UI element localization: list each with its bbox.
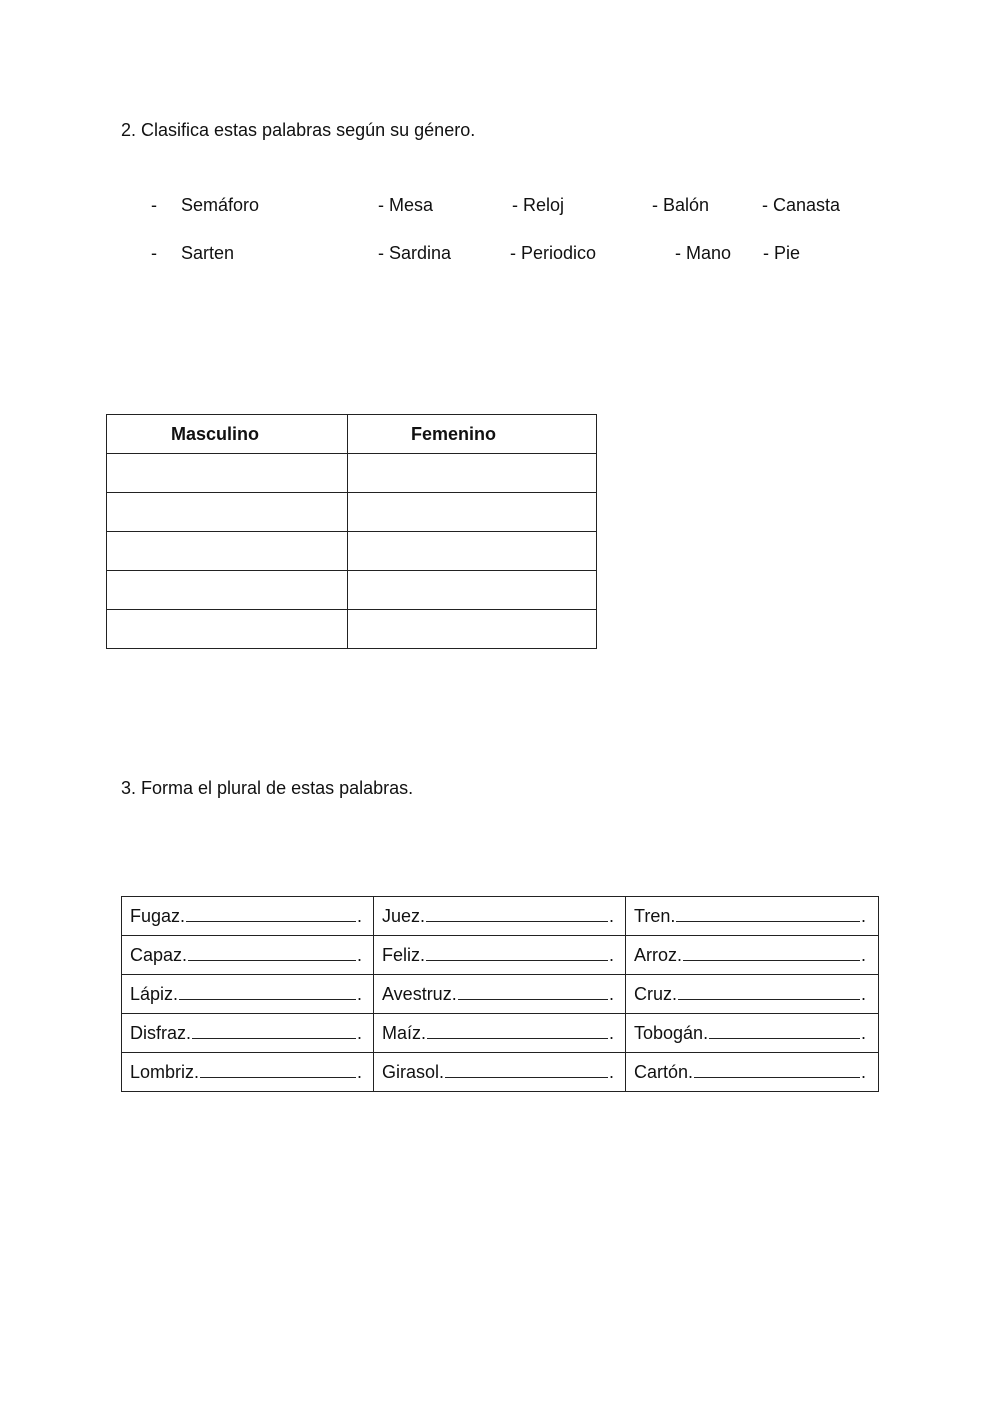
singular-word: Lombriz. xyxy=(130,1062,200,1082)
blank-end-dot: . xyxy=(608,945,614,965)
singular-word: Cartón. xyxy=(634,1062,694,1082)
singular-word: Tobogán. xyxy=(634,1023,709,1043)
word-bank-item: - Balón xyxy=(652,195,710,215)
word-bank-item: - Mesa xyxy=(378,195,434,215)
plural-answer-blank[interactable] xyxy=(709,1022,860,1039)
singular-word: Fugaz. xyxy=(130,906,186,926)
table-row xyxy=(122,1053,879,1092)
blank-end-dot: . xyxy=(860,945,866,965)
femenino-answer-cell[interactable] xyxy=(348,493,597,532)
blank-end-dot: . xyxy=(356,1062,362,1082)
table-row xyxy=(107,532,597,571)
plural-item xyxy=(634,905,866,927)
femenino-header: Femenino xyxy=(348,415,597,454)
plural-answer-blank[interactable] xyxy=(179,983,356,1000)
singular-word: Maíz. xyxy=(382,1023,427,1043)
plural-answer-blank[interactable] xyxy=(458,983,608,1000)
word-bank-item: Sarten xyxy=(181,243,235,263)
word-bank-item: - Canasta xyxy=(762,195,841,215)
blank-end-dot: . xyxy=(860,1062,866,1082)
masculino-answer-cell[interactable] xyxy=(107,571,348,610)
word-bank-item: - Periodico xyxy=(510,243,597,263)
singular-word: Avestruz. xyxy=(382,984,457,1004)
femenino-answer-cell[interactable] xyxy=(348,454,597,493)
singular-word: Girasol. xyxy=(382,1062,445,1082)
plural-cell xyxy=(626,975,879,1014)
blank-end-dot: . xyxy=(860,906,866,926)
question-2-title: 2. Clasifica estas palabras según su género. xyxy=(121,120,476,140)
blank-end-dot: . xyxy=(356,906,362,926)
plural-cell xyxy=(374,1014,626,1053)
word-bank-item: - Sardina xyxy=(378,243,452,263)
plural-item xyxy=(130,905,362,927)
plural-item xyxy=(130,944,362,966)
plural-answer-blank[interactable] xyxy=(445,1061,608,1078)
table-row xyxy=(107,571,597,610)
masculino-answer-cell[interactable] xyxy=(107,493,348,532)
singular-word: Tren. xyxy=(634,906,676,926)
table-row xyxy=(122,897,879,936)
word-bank-dash-2: - xyxy=(151,243,157,263)
plural-cell xyxy=(122,1014,374,1053)
plural-cell xyxy=(374,936,626,975)
plural-answer-blank[interactable] xyxy=(192,1022,356,1039)
blank-end-dot: . xyxy=(608,906,614,926)
masculino-answer-cell[interactable] xyxy=(107,610,348,649)
plural-cell xyxy=(626,936,879,975)
singular-word: Arroz. xyxy=(634,945,683,965)
masculino-answer-cell[interactable] xyxy=(107,532,348,571)
plural-item xyxy=(382,1061,614,1083)
plural-item xyxy=(130,983,362,1005)
blank-end-dot: . xyxy=(860,1023,866,1043)
word-bank-item: - Reloj xyxy=(512,195,565,215)
plural-cell xyxy=(122,975,374,1014)
plural-item xyxy=(634,1022,866,1044)
singular-word: Capaz. xyxy=(130,945,188,965)
plural-item xyxy=(382,905,614,927)
gender-classification-table xyxy=(106,414,597,649)
femenino-answer-cell[interactable] xyxy=(348,571,597,610)
plural-cell xyxy=(626,1014,879,1053)
plural-cell xyxy=(374,1053,626,1092)
plural-item xyxy=(634,944,866,966)
femenino-answer-cell[interactable] xyxy=(348,610,597,649)
table-header-row xyxy=(107,415,597,454)
plural-item xyxy=(382,1022,614,1044)
blank-end-dot: . xyxy=(356,945,362,965)
plural-answer-blank[interactable] xyxy=(426,944,608,961)
blank-end-dot: . xyxy=(608,1023,614,1043)
word-bank-item: - Pie xyxy=(763,243,801,263)
plural-answer-blank[interactable] xyxy=(678,983,860,1000)
table-row xyxy=(107,454,597,493)
question-3-title: 3. Forma el plural de estas palabras. xyxy=(121,778,414,798)
plural-item xyxy=(130,1061,362,1083)
table-row xyxy=(107,610,597,649)
singular-word: Disfraz. xyxy=(130,1023,192,1043)
plural-item xyxy=(130,1022,362,1044)
plural-cell xyxy=(374,975,626,1014)
singular-word: Juez. xyxy=(382,906,426,926)
plural-answer-blank[interactable] xyxy=(427,1022,608,1039)
blank-end-dot: . xyxy=(356,984,362,1004)
singular-word: Feliz. xyxy=(382,945,426,965)
blank-end-dot: . xyxy=(608,984,614,1004)
table-row xyxy=(122,1014,879,1053)
plural-answer-blank[interactable] xyxy=(186,905,356,922)
word-bank-item: Semáforo xyxy=(181,195,260,215)
plural-item xyxy=(382,983,614,1005)
blank-end-dot: . xyxy=(356,1023,362,1043)
masculino-answer-cell[interactable] xyxy=(107,454,348,493)
plural-answer-blank[interactable] xyxy=(694,1061,860,1078)
masculino-header: Masculino xyxy=(107,415,348,454)
plural-cell xyxy=(626,1053,879,1092)
plural-answer-blank[interactable] xyxy=(188,944,356,961)
blank-end-dot: . xyxy=(608,1062,614,1082)
plural-cell xyxy=(374,897,626,936)
plural-answer-blank[interactable] xyxy=(426,905,608,922)
plural-item xyxy=(382,944,614,966)
blank-end-dot: . xyxy=(860,984,866,1004)
plural-cell xyxy=(122,897,374,936)
plural-table xyxy=(121,896,879,1092)
plural-item xyxy=(634,1061,866,1083)
table-row xyxy=(122,936,879,975)
word-bank-item: - Mano xyxy=(675,243,732,263)
plural-cell xyxy=(626,897,879,936)
singular-word: Lápiz. xyxy=(130,984,179,1004)
word-bank-dash-1: - xyxy=(151,195,157,215)
table-row xyxy=(107,493,597,532)
plural-item xyxy=(634,983,866,1005)
plural-answer-blank[interactable] xyxy=(676,905,860,922)
femenino-answer-cell[interactable] xyxy=(348,532,597,571)
plural-cell xyxy=(122,936,374,975)
plural-cell xyxy=(122,1053,374,1092)
table-row xyxy=(122,975,879,1014)
singular-word: Cruz. xyxy=(634,984,678,1004)
plural-answer-blank[interactable] xyxy=(683,944,860,961)
plural-answer-blank[interactable] xyxy=(200,1061,356,1078)
